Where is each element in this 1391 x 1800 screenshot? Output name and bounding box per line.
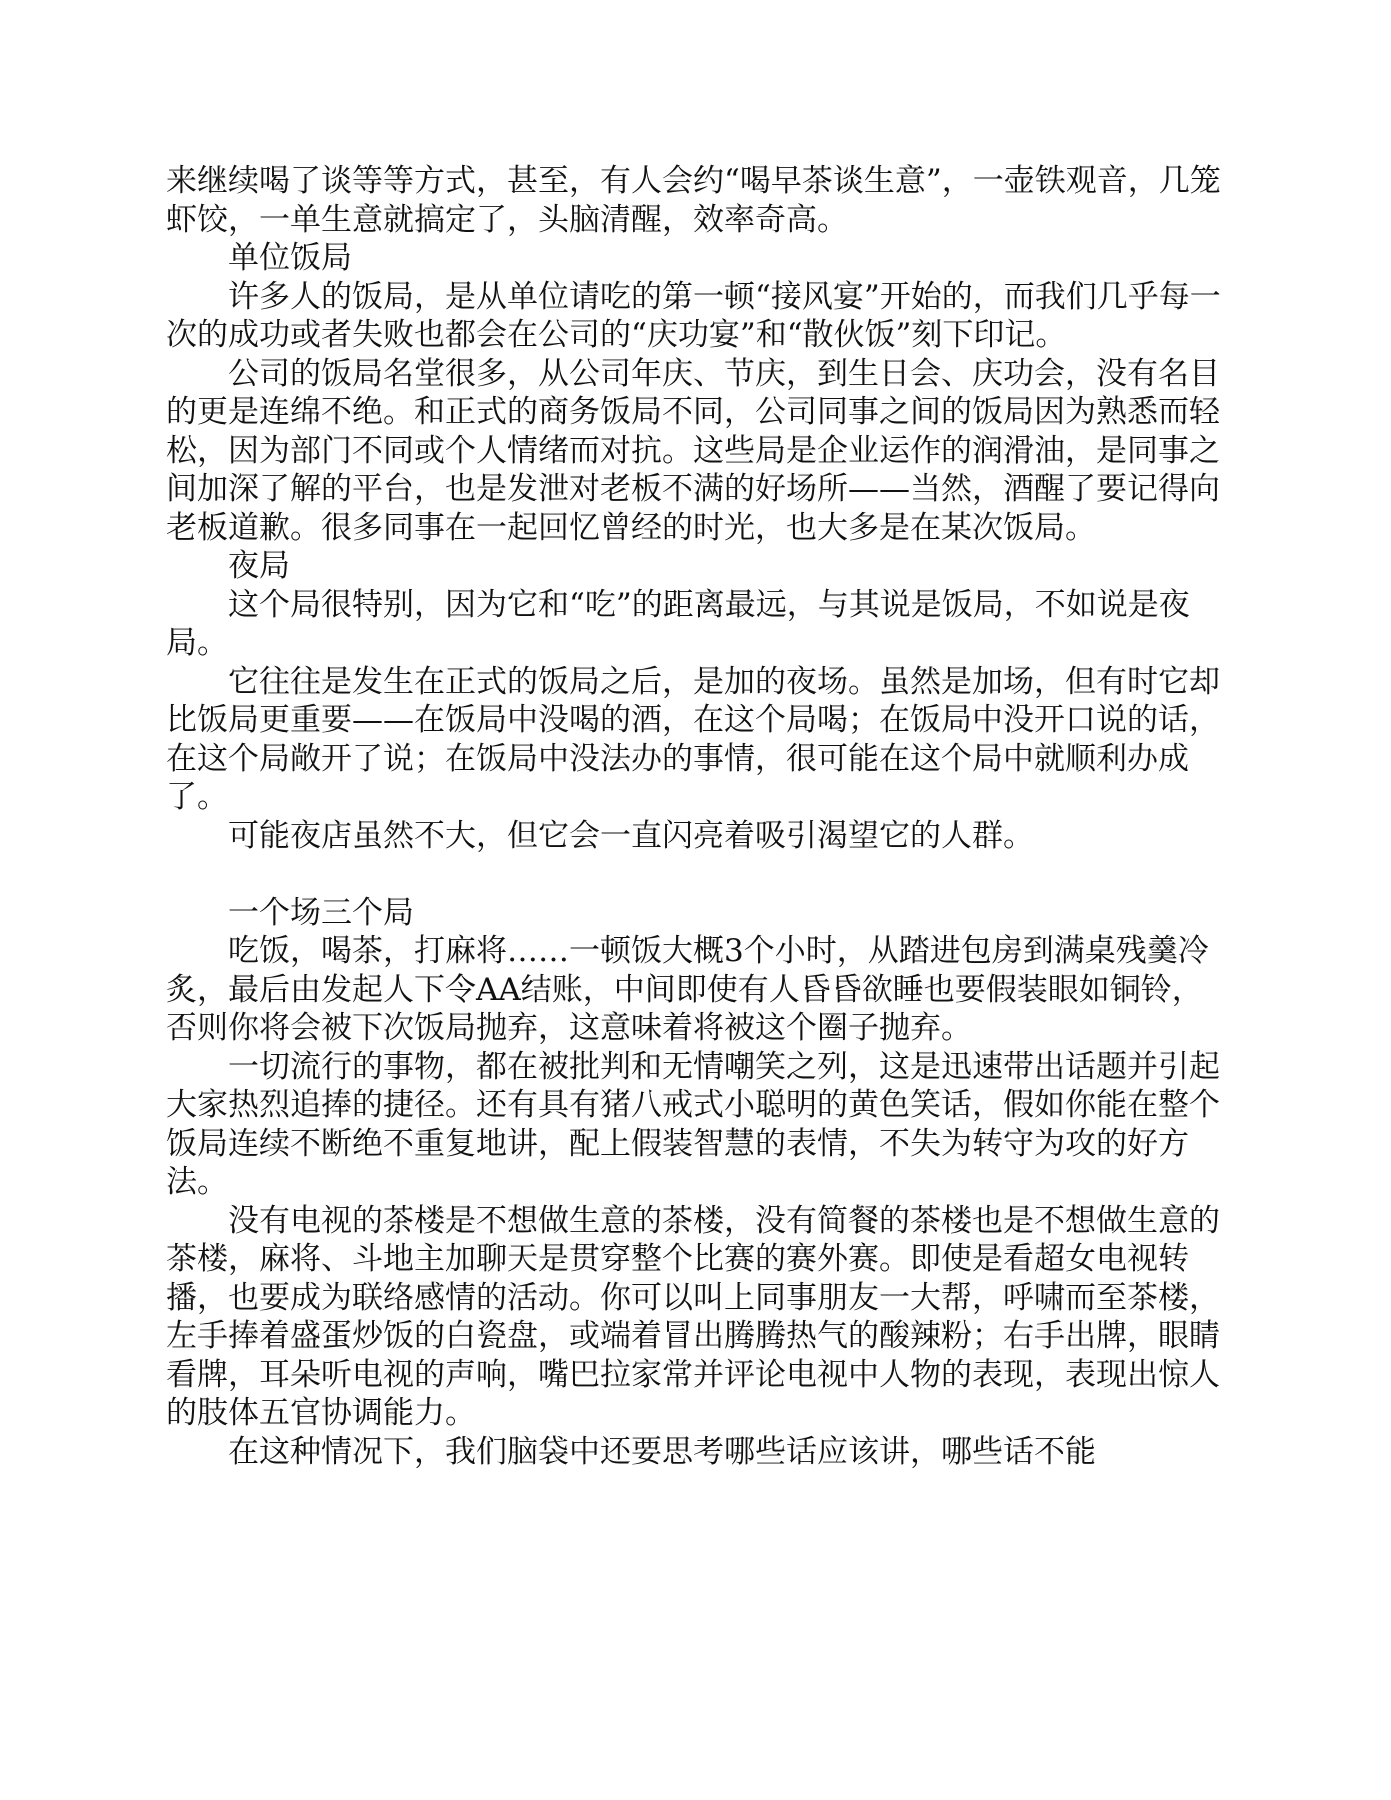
- paragraph: 许多人的饭局，是从单位请吃的第一顿“接风宴”开始的，而我们几乎每一次的成功或者失败也都会在公司的“庆功宴”和“散伙饭”刻下印记。: [166, 278, 1221, 353]
- paragraph: 一切流行的事物，都在被批判和无情嘲笑之列，这是迅速带出话题并引起大家热烈追捧的捷径。还有具有猪八戒式小聪明的黄色笑话，假如你能在整个饭局连续不断绝不重复地讲，配上假装智慧的表情，不失为转守为攻的好方法。: [166, 1048, 1220, 1200]
- document-body: [166, 162, 1226, 1471]
- section-heading-unit-dinner: 单位饭局: [228, 240, 352, 276]
- paragraph-continues: 在这种情况下，我们脑袋中还要思考哪些话应该讲，哪些话不能: [228, 1433, 1096, 1470]
- paragraph: 公司的饭局名堂很多，从公司年庆、节庆，到生日会、庆功会，没有名目的更是连绵不绝。和正式的商务饭局不同，公司同事之间的饭局因为熟悉而轻松，因为部门不同或个人情绪而对抗。这些局是企业运作的润滑油，是同事之间加深了解的平台，也是发泄对老板不满的好场所——当然，酒醒了要记得向老板道歉。很多同事在一起回忆曾经的时光，也大多是在某次饭局。: [166, 355, 1220, 546]
- paragraph: 吃饭，喝茶，打麻将……一顿饭大概3个小时，从踏进包房到满桌残羹冷炙，最后由发起人下令AA结账，中间即使有人昏昏欲睡也要假装眼如铜铃，否则你将会被下次饭局抛弃，这意味着将被这个圈子抛弃。: [166, 933, 1209, 1046]
- blank-line: [166, 855, 1226, 894]
- paragraph-continuation: 来继续喝了谈等等方式，甚至，有人会约“喝早茶谈生意”，一壶铁观音，几笼虾饺，一单生意就搞定了，头脑清醒，效率奇高。: [166, 163, 1221, 238]
- paragraph: 它往往是发生在正式的饭局之后，是加的夜场。虽然是加场，但有时它却比饭局更重要——在饭局中没喝的酒，在这个局喝；在饭局中没开口说的话，在这个局敞开了说；在饭局中没法办的事情，很可能在这个局中就顺利办成了。: [166, 663, 1220, 815]
- paragraph: 没有电视的茶楼是不想做生意的茶楼，没有简餐的茶楼也是不想做生意的茶楼，麻将、斗地主加聊天是贯穿整个比赛的赛外赛。即使是看超女电视转播，也要成为联络感情的活动。你可以叫上同事朋友一大帮，呼啸而至茶楼，左手捧着盛蛋炒饭的白瓷盘，或端着冒出腾腾热气的酸辣粉；右手出牌，眼睛看牌，耳朵听电视的声响，嘴巴拉家常并评论电视中人物的表现，表现出惊人的肢体五官协调能力。: [166, 1202, 1220, 1431]
- section-heading-three-rounds: 一个场三个局: [228, 894, 414, 931]
- section-heading-night: 夜局: [228, 548, 290, 584]
- paragraph: 这个局很特别，因为它和“吃”的距离最远，与其说是饭局，不如说是夜局。: [166, 586, 1190, 661]
- paragraph: 可能夜店虽然不大，但它会一直闪亮着吸引渴望它的人群。: [228, 817, 1034, 854]
